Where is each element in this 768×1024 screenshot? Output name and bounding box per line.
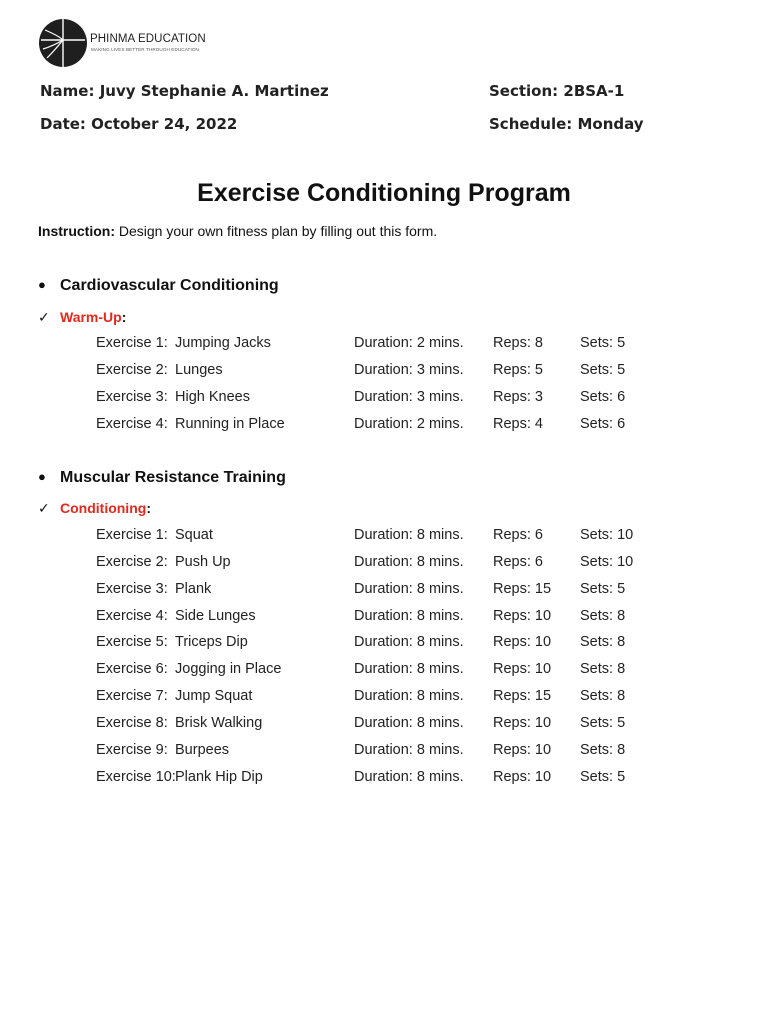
exercise-sets: Sets: 5 <box>580 362 626 378</box>
exercise-reps: Reps: 6 <box>493 553 543 570</box>
exercise-name: Jump Squat <box>175 688 253 705</box>
student-section: Section: 2BSA-1 <box>489 82 625 100</box>
page-title: Exercise Conditioning Program <box>197 179 571 207</box>
exercise-reps: Reps: 10 <box>493 741 552 758</box>
exercise-name: Running in Place <box>175 416 285 432</box>
exercise-name: Plank <box>175 580 212 597</box>
exercise-row <box>0 769 768 787</box>
exercise-row <box>0 335 768 353</box>
subheading-text: Conditioning <box>60 500 147 516</box>
instruction-label: Instruction: <box>38 223 115 239</box>
exercise-reps: Reps: 10 <box>493 607 552 624</box>
section-cardio-heading <box>38 277 279 295</box>
exercise-label: Exercise 2: <box>96 553 168 570</box>
exercise-name: Squat <box>175 527 213 543</box>
student-date: Date: October 24, 2022 <box>40 115 238 133</box>
exercise-label: Exercise 3: <box>96 580 168 597</box>
exercise-reps: Reps: 10 <box>493 634 552 651</box>
exercise-sets: Sets: 10 <box>580 527 634 543</box>
exercise-label: Exercise 9: <box>96 741 168 758</box>
exercise-duration: Duration: 8 mins. <box>354 580 464 597</box>
exercise-name: Brisk Walking <box>175 714 263 731</box>
checkmark-icon: ✓ <box>38 501 50 517</box>
bullet-icon: ● <box>38 469 46 484</box>
section-resistance-heading <box>38 469 286 487</box>
exercise-sets: Sets: 8 <box>580 661 626 678</box>
instruction <box>38 223 437 239</box>
warmup-subheading: ✓ Warm-Up: <box>38 309 127 326</box>
phinma-logo <box>37 16 237 72</box>
exercise-sets: Sets: 8 <box>580 688 626 705</box>
exercise-label: Exercise 3: <box>96 389 168 405</box>
exercise-label: Exercise 7: <box>96 688 168 705</box>
exercise-duration: Duration: 2 mins. <box>354 335 464 351</box>
exercise-row <box>0 416 768 434</box>
exercise-row <box>0 742 768 760</box>
section-heading-text: Cardiovascular Conditioning <box>60 277 279 294</box>
exercise-sets: Sets: 5 <box>580 580 626 597</box>
exercise-sets: Sets: 6 <box>580 389 626 405</box>
exercise-reps: Reps: 10 <box>493 768 552 785</box>
phinma-logo-mark-icon <box>37 16 87 72</box>
exercise-name: Push Up <box>175 553 231 570</box>
exercise-row <box>0 608 768 626</box>
student-schedule: Schedule: Monday <box>489 115 644 133</box>
exercise-label: Exercise 2: <box>96 362 168 378</box>
exercise-duration: Duration: 8 mins. <box>354 714 464 731</box>
exercise-duration: Duration: 8 mins. <box>354 688 464 705</box>
instruction-text: Design your own fitness plan by filling out this form. <box>115 223 438 239</box>
exercise-label: Exercise 4: <box>96 416 168 432</box>
exercise-duration: Duration: 8 mins. <box>354 634 464 651</box>
exercise-sets: Sets: 10 <box>580 553 634 570</box>
exercise-reps: Reps: 10 <box>493 661 552 678</box>
exercise-reps: Reps: 10 <box>493 714 552 731</box>
exercise-label: Exercise 5: <box>96 634 168 651</box>
conditioning-subheading: ✓ Conditioning: <box>38 500 151 517</box>
exercise-label: Exercise 6: <box>96 661 168 678</box>
exercise-name: Jogging in Place <box>175 661 282 678</box>
exercise-duration: Duration: 8 mins. <box>354 741 464 758</box>
student-name: Name: Juvy Stephanie A. Martinez <box>40 82 329 100</box>
exercise-row <box>0 362 768 380</box>
exercise-duration: Duration: 8 mins. <box>354 553 464 570</box>
exercise-sets: Sets: 6 <box>580 416 626 432</box>
exercise-reps: Reps: 3 <box>493 389 543 405</box>
exercise-duration: Duration: 8 mins. <box>354 768 464 785</box>
logo-tagline: MAKING LIVES BETTER THROUGH EDUCATION <box>91 47 199 52</box>
exercise-duration: Duration: 8 mins. <box>354 661 464 678</box>
exercise-label: Exercise 10: <box>96 768 176 785</box>
exercise-label: Exercise 1: <box>96 335 168 351</box>
exercise-row <box>0 715 768 733</box>
exercise-reps: Reps: 4 <box>493 416 543 432</box>
exercise-row <box>0 527 768 545</box>
exercise-reps: Reps: 15 <box>493 688 552 705</box>
exercise-name: Jumping Jacks <box>175 335 271 351</box>
subheading-text: Warm-Up <box>60 309 122 325</box>
exercise-reps: Reps: 8 <box>493 335 543 351</box>
exercise-sets: Sets: 8 <box>580 634 626 651</box>
exercise-duration: Duration: 8 mins. <box>354 527 464 543</box>
exercise-duration: Duration: 3 mins. <box>354 389 464 405</box>
exercise-row <box>0 389 768 407</box>
logo-name: PHINMA EDUCATION <box>90 33 206 45</box>
exercise-duration: Duration: 2 mins. <box>354 416 464 432</box>
exercise-name: Plank Hip Dip <box>175 768 263 785</box>
exercise-name: Lunges <box>175 362 223 378</box>
exercise-sets: Sets: 8 <box>580 741 626 758</box>
exercise-row <box>0 554 768 572</box>
exercise-row <box>0 688 768 706</box>
section-heading-text: Muscular Resistance Training <box>60 469 286 486</box>
exercise-sets: Sets: 5 <box>580 768 626 785</box>
exercise-sets: Sets: 5 <box>580 714 626 731</box>
exercise-name: Triceps Dip <box>175 634 248 651</box>
checkmark-icon: ✓ <box>38 310 50 326</box>
exercise-sets: Sets: 5 <box>580 335 626 351</box>
exercise-reps: Reps: 5 <box>493 362 543 378</box>
exercise-reps: Reps: 6 <box>493 527 543 543</box>
exercise-row <box>0 634 768 652</box>
exercise-duration: Duration: 8 mins. <box>354 607 464 624</box>
exercise-sets: Sets: 8 <box>580 607 626 624</box>
exercise-name: High Knees <box>175 389 250 405</box>
exercise-label: Exercise 8: <box>96 714 168 731</box>
exercise-row <box>0 581 768 599</box>
bullet-icon: ● <box>38 277 46 292</box>
exercise-duration: Duration: 3 mins. <box>354 362 464 378</box>
exercise-name: Burpees <box>175 741 230 758</box>
exercise-reps: Reps: 15 <box>493 580 552 597</box>
exercise-label: Exercise 1: <box>96 527 168 543</box>
exercise-row <box>0 661 768 679</box>
exercise-name: Side Lunges <box>175 607 256 624</box>
exercise-label: Exercise 4: <box>96 607 168 624</box>
